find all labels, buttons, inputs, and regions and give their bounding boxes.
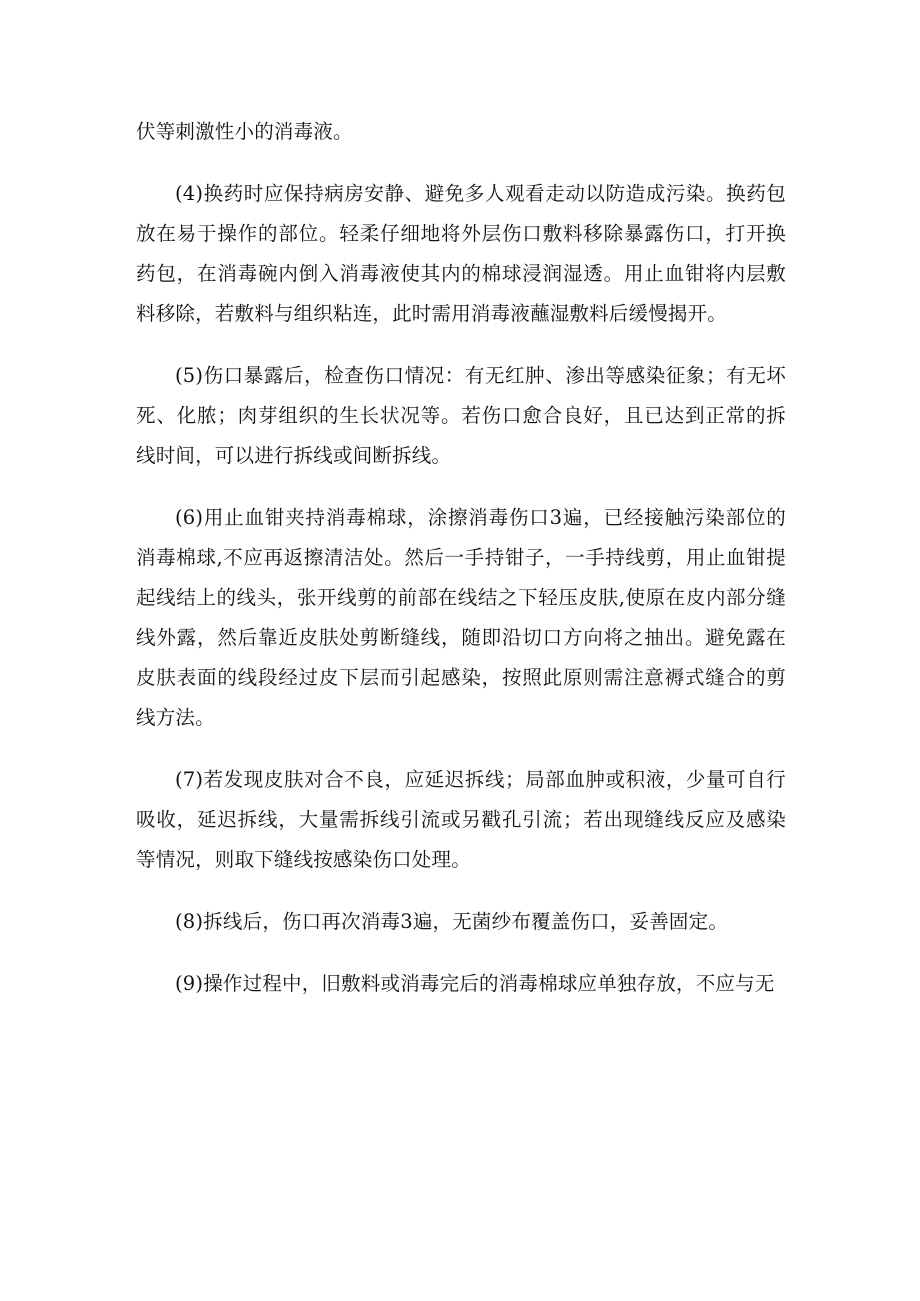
document-body [136, 112, 786, 1026]
paragraph-step-7: (7)若发现皮肤对合不良，应延迟拆线；局部血肿或积液，少量可自行吸收，延迟拆线，大量需拆线引流或另戳孔引流；若出现缝线反应及感染等情况，则取下缝线按感染伤口处理。 [136, 768, 786, 871]
paragraph-step-4: (4)换药时应保持病房安静、避免多人观看走动以防造成污染。换药包放在易于操作的部位。轻柔仔细地将外层伤口敷料移除暴露伤口，打开换药包，在消毒碗内倒入消毒液使其内的棉球浸润湿透。用止血钳将内层敷料移除，若敷料与组织粘连，此时需用消毒液蘸湿敷料后缓慢揭开。 [136, 182, 786, 325]
paragraph-step-8: (8)拆线后，伤口再次消毒3遍，无菌纱布覆盖伤口，妥善固定。 [175, 910, 729, 933]
paragraph-step-5: (5)伤口暴露后，检查伤口情况：有无红肿、渗出等感染征象；有无坏死、化脓；肉芽组织的生长状况等。若伤口愈合良好，且已达到正常的拆线时间，可以进行拆线或间断拆线。 [136, 364, 786, 467]
paragraph-continuation: 伏等刺激性小的消毒液。 [136, 120, 353, 143]
paragraph-step-6: (6)用止血钳夹持消毒棉球，涂擦消毒伤口3遍，已经接触污染部位的消毒棉球,不应再返擦清洁处。然后一手持钳子，一手持线剪，用止血钳提起线结上的线头，张开线剪的前部在线结之下轻压皮肤,使原在皮内部分缝线外露，然后靠近皮肤处剪断缝线，随即沿切口方向将之抽出。避免露在皮肤表面的线段经过皮下层而引起感染，按照此原则需注意褥式缝合的剪线方法。 [136, 506, 786, 729]
paragraph-step-9: (9)操作过程中，旧敷料或消毒完后的消毒棉球应单独存放，不应与无 [175, 972, 775, 995]
